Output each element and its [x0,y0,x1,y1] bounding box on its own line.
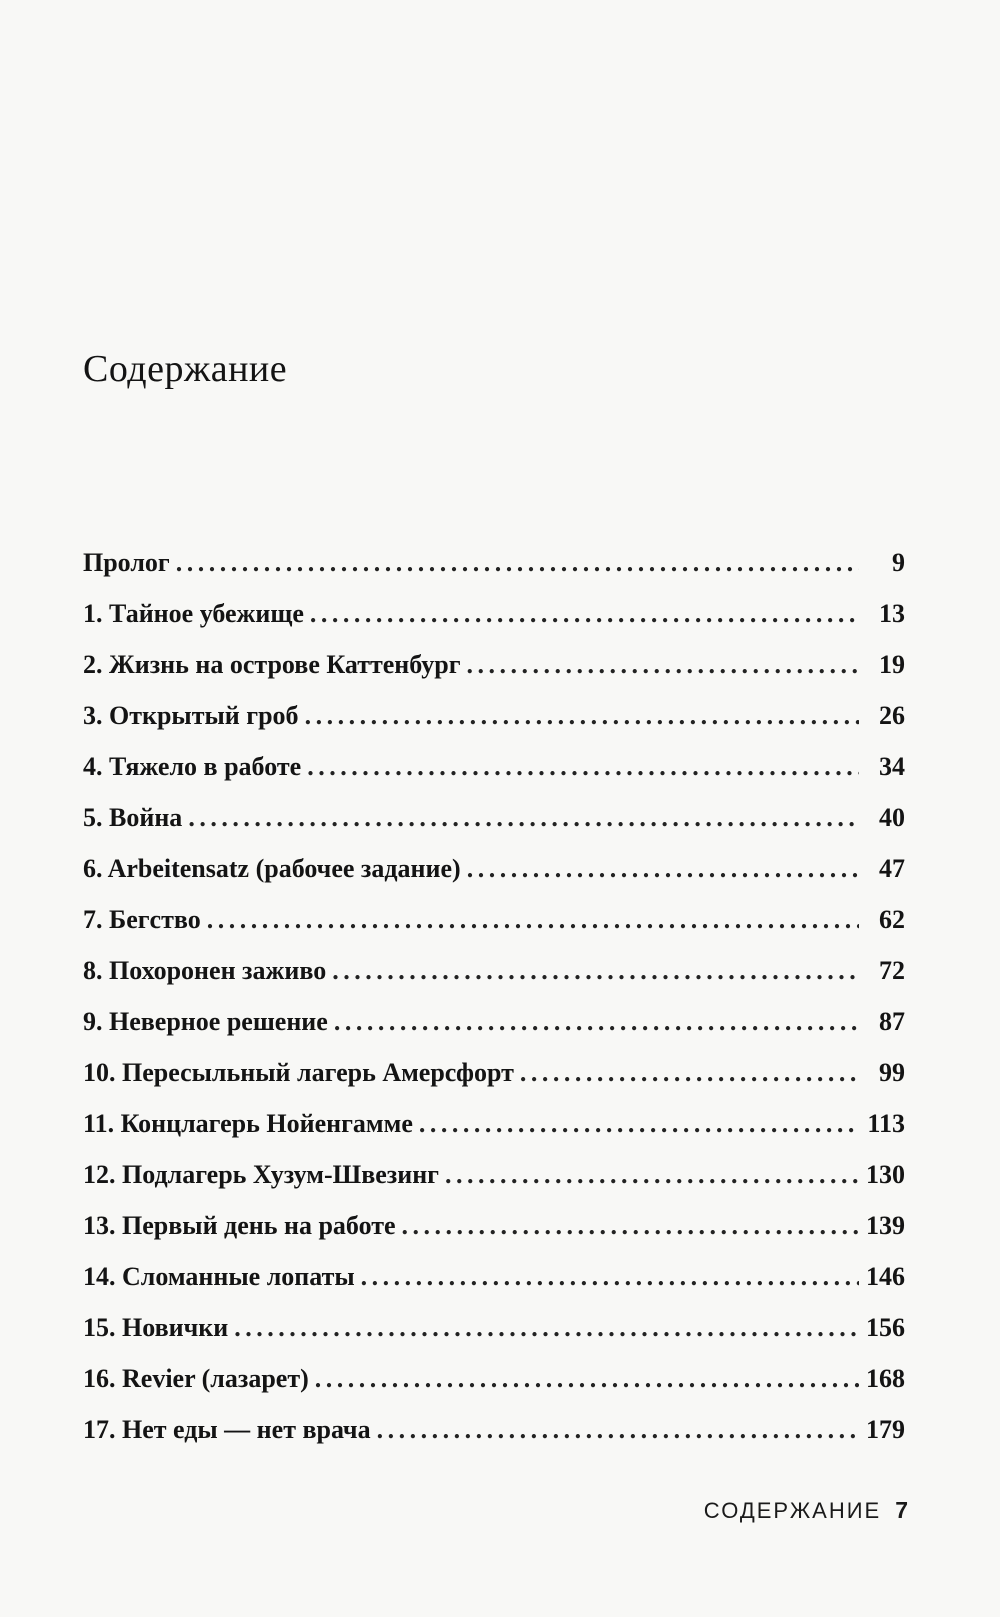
toc-leader-dots [445,1160,859,1190]
toc-entry [83,548,905,599]
toc-entry-page: 146 [866,1262,905,1291]
toc-entry-page: 26 [879,701,905,730]
toc-entry [83,1160,905,1211]
toc-leader-dots [467,854,859,884]
toc-leader-dots [332,956,859,986]
toc-entry-title: 7. Бегство [83,905,201,934]
toc-entry-title: 16. Revier (лазарет) [83,1364,309,1393]
toc-leader-dots [307,752,859,782]
toc-entry-page: 47 [879,854,905,883]
toc-entry [83,1211,905,1262]
toc-entry-title: 8. Похоронен заживо [83,956,327,985]
toc-entry [83,1313,905,1364]
toc-entry-title: 4. Тяжело в работе [83,752,302,781]
toc-entry-page: 13 [879,599,905,628]
table-of-contents [83,548,905,1466]
page-title: Содержание [83,348,288,390]
toc-entry [83,854,905,905]
toc-entry-page: 113 [867,1109,905,1138]
toc-entry [83,1415,905,1466]
toc-entry-title: 10. Пересыльный лагерь Амерсфорт [83,1058,514,1087]
toc-leader-dots [467,650,859,680]
toc-entry-title: 14. Сломанные лопаты [83,1262,355,1291]
toc-entry-page: 139 [866,1211,905,1240]
toc-entry-page: 19 [879,650,905,679]
toc-entry-title: 11. Концлагерь Нойенгамме [83,1109,413,1138]
toc-entry-page: 62 [879,905,905,934]
toc-entry-page: 156 [866,1313,905,1342]
toc-leader-dots [402,1211,859,1241]
toc-leader-dots [176,548,859,578]
toc-entry [83,1109,905,1160]
running-head: СОДЕРЖАНИЕ [703,1498,882,1523]
page-number: 7 [895,1497,908,1523]
toc-entry-page: 34 [879,752,905,781]
toc-entry-page: 168 [866,1364,905,1393]
toc-entry-title: 6. Arbeitensatz (рабочее задание) [83,854,461,883]
toc-entry [83,701,905,752]
running-footer [704,1497,908,1524]
toc-leader-dots [377,1415,859,1445]
toc-entry-title: 3. Открытый гроб [83,701,299,730]
toc-entry-page: 87 [879,1007,905,1036]
toc-leader-dots [361,1262,859,1292]
toc-entry [83,905,905,956]
toc-leader-dots [310,599,859,629]
toc-entry-title: 5. Война [83,803,183,832]
toc-entry-page: 40 [879,803,905,832]
toc-entry [83,1058,905,1109]
toc-entry [83,1007,905,1058]
toc-leader-dots [315,1364,859,1394]
toc-entry [83,752,905,803]
toc-leader-dots [520,1058,859,1088]
toc-leader-dots [305,701,859,731]
toc-entry-page: 179 [866,1415,905,1444]
toc-entry [83,650,905,701]
toc-entry [83,1364,905,1415]
toc-entry [83,956,905,1007]
toc-leader-dots [419,1109,859,1139]
toc-entry-title: 15. Новички [83,1313,229,1342]
toc-entry [83,1262,905,1313]
toc-entry-title: 12. Подлагерь Хузум-Швезинг [83,1160,439,1189]
toc-entry [83,803,905,854]
toc-entry-title: Пролог [83,548,170,577]
toc-entry [83,599,905,650]
toc-entry-title: 1. Тайное убежище [83,599,304,628]
toc-leader-dots [207,905,859,935]
toc-entry-page: 99 [879,1058,905,1087]
toc-entry-title: 9. Неверное решение [83,1007,328,1036]
toc-entry-page: 130 [866,1160,905,1189]
toc-entry-page: 9 [892,548,905,577]
toc-entry-page: 72 [879,956,905,985]
toc-leader-dots [188,803,859,833]
toc-leader-dots [334,1007,859,1037]
toc-leader-dots [234,1313,859,1343]
toc-entry-title: 13. Первый день на работе [83,1211,396,1240]
toc-entry-title: 2. Жизнь на острове Каттенбург [83,650,461,679]
toc-entry-title: 17. Нет еды — нет врача [83,1415,371,1444]
